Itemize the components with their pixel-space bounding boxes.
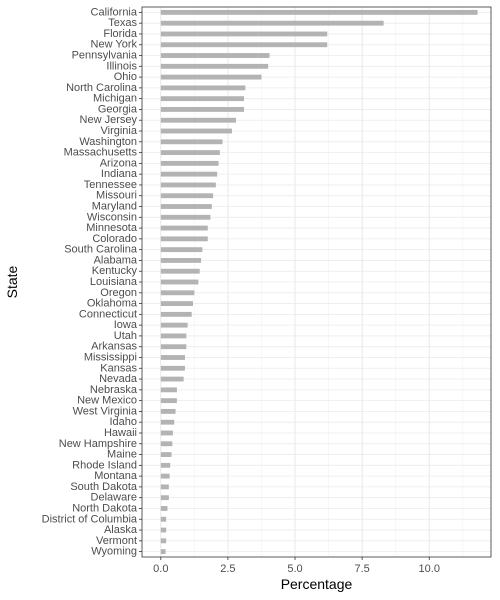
bar [161,280,199,285]
y-tick-label: New York [90,38,137,51]
y-tick-label: Montana [94,470,137,483]
y-tick-label: Minnesota [86,222,137,235]
y-tick-label: South Dakota [70,480,137,493]
bar [161,21,384,26]
y-tick-label: Wisconsin [86,211,137,224]
bar [161,366,185,371]
bar [161,495,169,500]
bar [161,215,211,220]
bar [161,183,216,188]
bar [161,452,172,457]
bar [161,139,223,144]
y-tick-label: Illinois [106,60,137,73]
x-tick-label: 5.0 [287,563,303,575]
bar [161,96,244,101]
y-tick-label: Hawaii [103,426,137,439]
x-tick-label: 7.5 [354,563,370,575]
bar [161,387,177,392]
y-tick-label: Colorado [92,232,137,245]
y-tick-label: Virginia [100,125,137,138]
y-tick-label: Rhode Island [72,459,137,472]
y-tick-label: New Jersey [79,114,137,127]
bar [161,129,232,134]
bar [161,118,236,123]
y-tick-label: Kansas [100,362,137,375]
bar [161,236,208,241]
y-tick-label: Indiana [100,168,137,181]
x-tick-label: 10.0 [418,563,440,575]
bar [161,258,201,263]
y-tick-label: Missouri [96,189,137,202]
y-tick-label: Maine [107,448,137,461]
bar [161,75,262,80]
y-tick-label: Michigan [92,92,137,105]
y-tick-label: Nevada [99,373,137,386]
x-tick-layer [153,557,440,575]
y-tick-layer [42,6,142,557]
bar [161,431,173,436]
bar [161,323,188,328]
bar [161,204,212,209]
bar [161,463,170,468]
bar [161,528,166,533]
y-tick-label: Mississippi [83,351,137,364]
bar [161,32,327,37]
y-tick-label: Wyoming [91,545,137,558]
bar [161,484,169,489]
y-tick-label: Utah [113,329,137,342]
bar [161,161,219,166]
bar [161,85,246,90]
y-tick-label: Iowa [113,319,137,332]
y-tick-label: West Virginia [72,405,137,418]
bar [161,226,208,231]
bar [161,517,166,522]
y-tick-label: Alabama [93,254,137,267]
y-tick-label: Oregon [100,286,137,299]
bar [161,409,176,414]
bar [161,538,166,543]
bar [161,474,170,479]
y-tick-label: Maryland [91,200,137,213]
bar [161,269,200,274]
y-tick-label: Connecticut [78,308,137,321]
y-tick-label: New Mexico [77,394,137,407]
y-tick-label: California [90,6,137,19]
y-tick-label: Ohio [113,71,137,84]
bar [161,377,184,382]
y-tick-label: North Dakota [72,502,137,515]
bar [161,10,478,15]
bar [161,344,187,349]
y-tick-label: District of Columbia [41,513,137,526]
y-tick-label: Arizona [99,157,137,170]
y-tick-label: Louisiana [89,276,137,288]
y-tick-label: New Hampshire [58,437,137,450]
y-tick-label: Oklahoma [86,297,137,310]
y-tick-label: Alaska [103,524,137,537]
y-tick-label: South Carolina [64,243,137,256]
bar [161,193,213,198]
bar [161,64,268,69]
bar [161,506,168,511]
bar [161,172,217,177]
y-tick-label: Texas [108,17,137,30]
bar [161,290,195,295]
y-tick-label: Idaho [109,416,137,429]
y-tick-label: Delaware [90,491,137,504]
x-tick-label: 0.0 [153,563,169,575]
x-axis-title: Percentage [280,576,353,592]
bar [161,247,203,252]
y-tick-label: Arkansas [91,340,137,353]
x-tick-label: 2.5 [220,563,236,575]
bar [161,441,173,446]
y-tick-label: Washington [79,135,137,148]
y-tick-label: Nebraska [89,383,137,396]
y-axis-title: State [4,265,20,299]
bar [161,150,220,155]
bar [161,355,185,360]
bar [161,312,192,317]
y-tick-label: Tennessee [83,178,137,191]
y-tick-label: Vermont [96,534,137,547]
bar [161,420,174,425]
bar [161,53,270,58]
y-tick-label: Pennsylvania [71,49,137,62]
y-tick-label: Massachusetts [63,146,137,159]
y-tick-label: Georgia [97,103,137,116]
bar [161,301,193,306]
y-tick-label: Kentucky [91,265,137,278]
y-tick-label: Florida [103,27,137,40]
bar [161,107,244,112]
bar [161,549,166,554]
bar [161,333,187,338]
bar [161,42,327,47]
y-tick-label: North Carolina [66,81,137,94]
bar [161,398,177,403]
